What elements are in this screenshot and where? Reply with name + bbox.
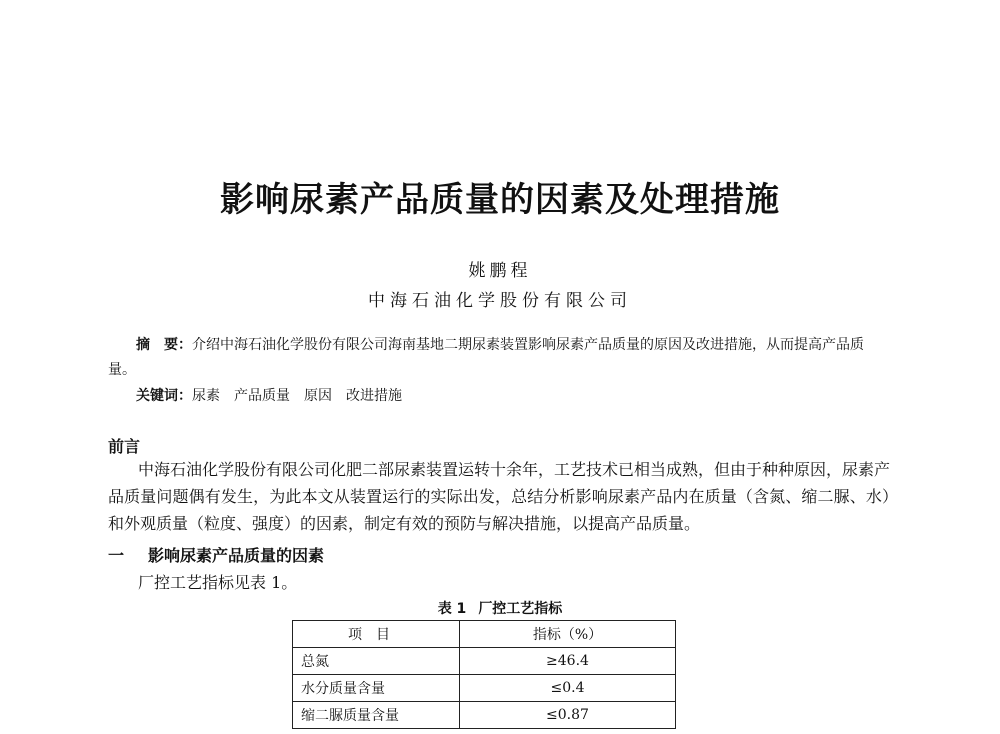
table-caption-title: 厂控工艺指标 (478, 601, 563, 617)
keyword-item: 原因 (304, 388, 332, 404)
abstract-text: 介绍中海石油化学股份有限公司海南基地二期尿素装置影响尿素产品质量的原因及改进措施，从而提高产品质量。 (108, 337, 864, 378)
table-header-row (293, 621, 676, 648)
table-cell-value: ≥46.4 (460, 648, 676, 675)
section-heading (108, 543, 324, 566)
section-title: 影响尿素产品质量的因素 (148, 546, 325, 565)
table-caption (0, 598, 1000, 618)
table-row (293, 702, 676, 729)
abstract-label: 摘 要： (136, 337, 192, 353)
table-caption-number: 表 1 (437, 601, 467, 617)
keyword-item: 改进措施 (346, 388, 402, 404)
table-cell-value: ≤0.4 (460, 675, 676, 702)
paper-title: 影响尿素产品质量的因素及处理措施 (220, 180, 780, 220)
keywords (136, 386, 416, 406)
table-row (293, 675, 676, 702)
table-header-cell: 项目 (293, 621, 460, 648)
spec-table (292, 620, 676, 729)
table-header-cell: 指标（%） (460, 621, 676, 648)
table-cell-value: ≤0.87 (460, 702, 676, 729)
table-cell-name: 水分质量含量 (293, 675, 460, 702)
keywords-label: 关键词： (136, 388, 192, 404)
table-row (293, 648, 676, 675)
intro-paragraph: 中海石油化学股份有限公司化肥二部尿素装置运转十余年，工艺技术已相当成熟，但由于种种原因，尿素产品质量问题偶有发生，为此本文从装置运行的实际出发，总结分析影响尿素产品内在质量（含氮、缩二脲、水）和外观质量（粒度、强度）的因素，制定有效的预防与解决措施，以提高产品质量。 (108, 460, 891, 533)
intro-heading: 前言 (108, 437, 141, 456)
abstract (108, 333, 890, 383)
author-affiliation: 中海石油化学股份有限公司 (368, 291, 632, 311)
section-number: 一 (108, 546, 125, 565)
table-cell-name: 缩二脲质量含量 (293, 702, 460, 729)
author-name: 姚鹏程 (468, 261, 532, 281)
keyword-item: 产品质量 (234, 388, 290, 404)
section-text: 厂控工艺指标见表 1。 (138, 573, 298, 592)
table-cell-name: 总氮 (293, 648, 460, 675)
keyword-item: 尿素 (192, 388, 220, 404)
